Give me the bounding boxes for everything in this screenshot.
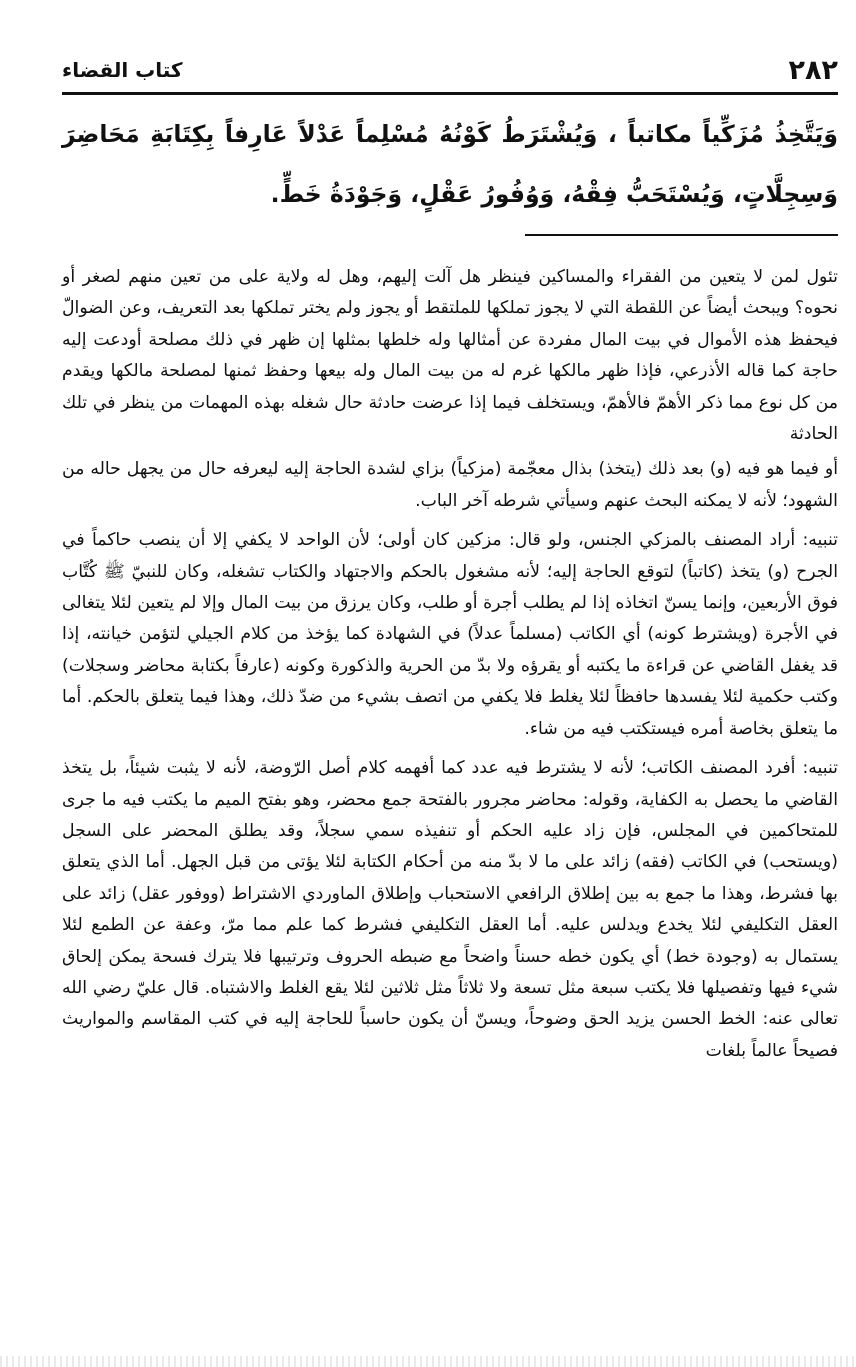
commentary-paragraph-4: تنبيه: أفرد المصنف الكاتب؛ لأنه لا يشترط فيه عدد كما أفهمه كلام أصل الرّوضة، لأنه لا يثبت شيئاً، بل يتخذ القاضي ما يحصل به الكفاية، وقوله: محاضر مجرور بالفتحة جمع محضر، وهو بفتح الميم ما يكتب فيه ما جرى للمتحاكمين في المجلس، فإن زاد عليه الحكم أو تنفيذه سمي سجلاً، وقد يطلق المحضر على السجل (ويستحب) في الكاتب (فقه) زائد على ما لا بدّ منه من أحكام الكتابة لئلا يؤتى من قبل الجهل. أما الذي يتعلق بها فشرط، وهذا ما جمع به بين إطلاق الرافعي الاستحباب وإطلاق الماوردي الاشتراط (ووفور عقل) زائد على العقل التكليفي لئلا يخدع ويدلس عليه. أما العقل التكليفي فشرط كما علم مما مرّ، وعفة عن الطمع لئلا يستمال به (وجودة خط) أي يكون خطه حسناً واضحاً مع ضبطه الحروف وترتيبها فلا يترك فسحة يمكن إلحاق شيء فيها وتفصيلها فلا يكتب سبعة مثل تسعة ولا ثلاثاً مثل ثلاثين لئلا يقع الغلط والاشتباه. قال عليّ رضي الله تعالى عنه: الخط الحسن يزيد الحق وضوحاً، ويسنّ أن يكون حاسباً للحاجة إليه في كتب المقاسم والمواريث فصيحاً عالماً بلغات: [62, 758, 838, 1061]
scan-bottom-edge: [0, 1356, 856, 1367]
commentary-paragraph-2: أو فيما هو فيه (و) بعد ذلك (يتخذ) بذال معجّمة (مزكياً) بزاي لشدة الحاجة إليه ليعرفه حال من يجهل حاله من الشهود؛ لأنه لا يمكنه البحث عنهم وسيأتي شرطه آخر الباب.: [62, 459, 838, 511]
commentary-paragraph-3: تنبيه: أراد المصنف بالمزكي الجنس، ولو قال: مزكين كان أولى؛ لأن الواحد لا يكفي إلا أن ينصب حاكماً في الجرح (و) يتخذ (كاتباً) لتوقع الحاجة إليه؛ لأنه مشغول بالحكم والاجتهاد والكتاب تشغله، وكان للنبيّ ﷺ كُتَّاب فوق الأربعين، وإنما يسنّ اتخاذه إذا لم يطلب أجرة أو طلب، وكان يرزق من بيت المال وإلا لم يتعين لئلا يتغالى في الأجرة (ويشترط كونه) أي الكاتب (مسلماً عدلاً) في الشهادة كما يؤخذ من كلام الجيلي لتؤمن خيانته، إذا قد يغفل القاضي عن قراءة ما يكتبه أو يقرؤه ولا بدّ من الحرية والذكورة وكونه (عارفاً بكتابة محاضر وسجلات) وكتب حكمية لئلا يفسدها حافظاً لئلا يغلط فلا يكفي من اتصف بشيء من ضدّ ذلك، وهذا فيما يتعلق بالحكم. أما ما يتعلق بخاصة أمره فيستكتب فيه من شاء.: [62, 530, 838, 739]
running-head-title: كتاب القضاء: [62, 58, 183, 82]
matn-separator-rule: [525, 234, 838, 236]
commentary-paragraph-1: تئول لمن لا يتعين من الفقراء والمساكين فينظر هل آلت إليهم، وهل له ولاية على من تعين منهم لصغر أو نحوه؟ ويبحث أيضاً عن اللقطة التي لا يجوز تملكها للملتقط أو يجوز ولم يختر تملكها بعد التعريف، وعن الضوالّ فيحفظ هذه الأموال في بيت المال مفردة عن أمثالها وله خلطها بمثلها إن ظهر في ذلك مصلحة أودعت إليه حاجة كما قاله الأذرعي، فإذا ظهر مالكها غرم له من بيت المال وله بيعها وحفظ ثمنها لمصلحة مالكها ويقدم من كل نوع مما ذكر الأهمّ فالأهمّ، ويستخلف فيما إذا عرضت حادثة حال شغله بهذه المهمات من ينظر في تلك الحادثة: [62, 267, 838, 445]
matn-text: وَيَتَّخِذُ مُزَكِّياً مكاتباً ، وَيُشْتَرَطُ كَوْنُهُ مُسْلِماً عَدْلاً عَارِفاً بِكِتَابَةِ مَحَاضِرَ وَسِجِلَّاتٍ، وَيُسْتَحَبُّ فِقْهُ، وَوُفُورُ عَقْلٍ، وَجَوْدَةُ خَطٍّ.: [62, 120, 838, 208]
page-number: ٢٨٢: [788, 54, 838, 86]
header-rule: [62, 92, 838, 95]
commentary-body: [62, 262, 838, 1079]
page-header: [62, 50, 838, 90]
